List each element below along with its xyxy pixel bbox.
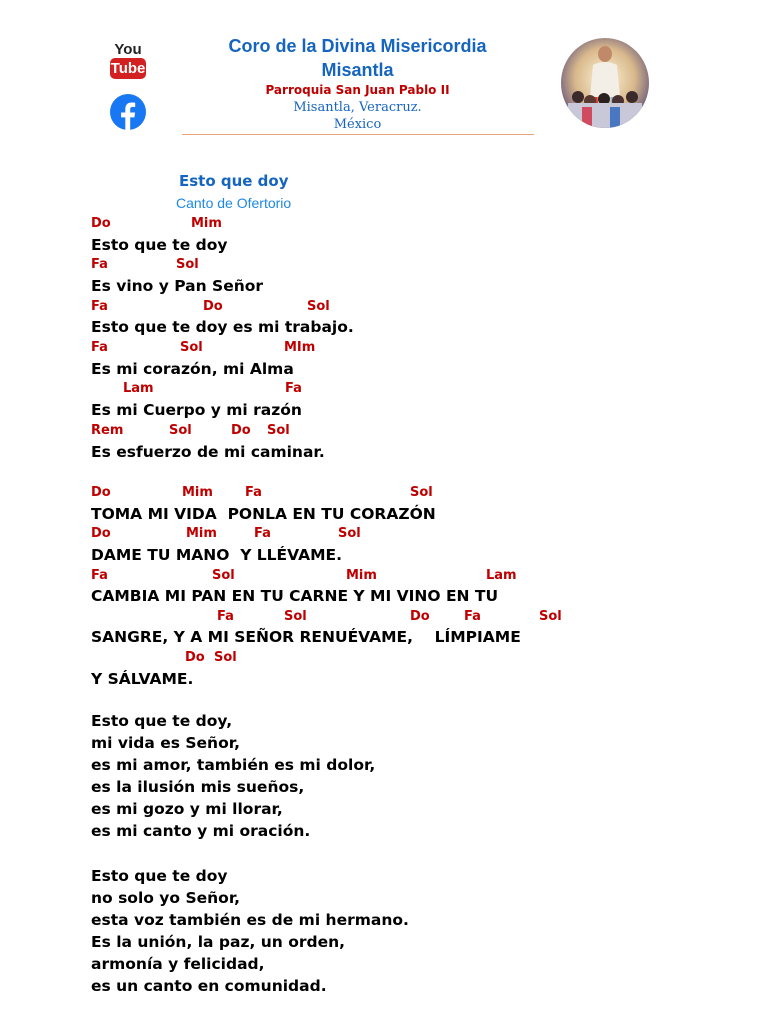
youtube-icon[interactable] xyxy=(108,42,148,79)
chord: MIm xyxy=(284,340,316,355)
verse-line: Esto que te doy, xyxy=(91,712,233,730)
chord: Do xyxy=(91,485,111,500)
chord: Sol xyxy=(212,568,235,583)
lyric-line: Es esfuerzo de mi caminar. xyxy=(91,443,325,461)
verse-line: armonía y felicidad, xyxy=(91,955,265,973)
verse-line: Esto que te doy xyxy=(91,867,228,885)
chord: Fa xyxy=(254,526,271,541)
chorus-line: CAMBIA MI PAN EN TU CARNE Y MI VINO EN TU xyxy=(91,587,499,605)
chord: Sol xyxy=(176,257,199,272)
lyric-line: Esto que te doy es mi trabajo. xyxy=(91,318,354,336)
verse-line: Es la unión, la paz, un orden, xyxy=(91,933,346,951)
chord: Rem xyxy=(91,423,124,438)
verse-line: no solo yo Señor, xyxy=(91,889,241,907)
facebook-icon[interactable] xyxy=(110,94,146,130)
chord: Fa xyxy=(464,609,481,624)
chord: Fa xyxy=(245,485,262,500)
chord: Do xyxy=(91,526,111,541)
chord: Mim xyxy=(182,485,213,500)
chord: Fa xyxy=(91,299,108,314)
chord: Fa xyxy=(91,340,108,355)
chorus-line: SANGRE, Y A MI SEÑOR RENUÉVAME, LÍMPIAME xyxy=(91,628,521,646)
chord: Mim xyxy=(186,526,217,541)
verse-line: es mi gozo y mi llorar, xyxy=(91,800,283,818)
header-divider xyxy=(182,134,534,135)
verse-line: es la ilusión mis sueños, xyxy=(91,778,305,796)
chord: Sol xyxy=(539,609,562,624)
chord: Sol xyxy=(169,423,192,438)
lyric-line: Es mi Cuerpo y mi razón xyxy=(91,401,302,419)
chord: Sol xyxy=(338,526,361,541)
chord: Fa xyxy=(217,609,234,624)
chord: Fa xyxy=(91,257,108,272)
header-title-line1: Coro de la Divina Misericordia xyxy=(228,36,487,56)
header-location: Misantla, Veracruz. xyxy=(293,100,422,115)
chord: Mim xyxy=(191,216,222,231)
youtube-tube-text: Tube xyxy=(110,60,146,77)
chord: Fa xyxy=(285,381,302,396)
chord: Lam xyxy=(123,381,154,396)
header-parish: Parroquia San Juan Pablo II xyxy=(265,83,450,97)
chord: Mim xyxy=(346,568,377,583)
divine-mercy-portrait-image xyxy=(560,37,650,129)
chord: Sol xyxy=(410,485,433,500)
chord: Sol xyxy=(267,423,290,438)
song-subtitle: Canto de Ofertorio xyxy=(176,195,292,211)
lyric-line: Es vino y Pan Señor xyxy=(91,277,264,295)
header-country: México xyxy=(333,117,382,132)
verse-line: es mi amor, también es mi dolor, xyxy=(91,756,376,774)
chord: Do xyxy=(203,299,223,314)
lyric-line: Es mi corazón, mi Alma xyxy=(91,360,294,378)
verse-line: esta voz también es de mi hermano. xyxy=(91,911,409,929)
chorus-line: Y SÁLVAME. xyxy=(91,670,194,688)
verse-line: es un canto en comunidad. xyxy=(91,977,327,995)
header-title-line2: Misantla xyxy=(321,60,394,80)
chord: Sol xyxy=(284,609,307,624)
chorus-line: TOMA MI VIDA PONLA EN TU CORAZÓN xyxy=(91,505,436,523)
chorus-line: DAME TU MANO Y LLÉVAME. xyxy=(91,546,342,564)
chord: Sol xyxy=(180,340,203,355)
verse-line: es mi canto y mi oración. xyxy=(91,822,311,840)
chord: Sol xyxy=(307,299,330,314)
chord: Do xyxy=(91,216,111,231)
chord: Lam xyxy=(486,568,517,583)
chord: Fa xyxy=(91,568,108,583)
chord: Do xyxy=(185,650,205,665)
youtube-you-text: You xyxy=(114,41,142,58)
verse-line: mi vida es Señor, xyxy=(91,734,240,752)
chord: Do xyxy=(410,609,430,624)
chord: Sol xyxy=(214,650,237,665)
chord: Do xyxy=(231,423,251,438)
lyric-line: Esto que te doy xyxy=(91,236,228,254)
song-title: Esto que doy xyxy=(179,172,289,190)
